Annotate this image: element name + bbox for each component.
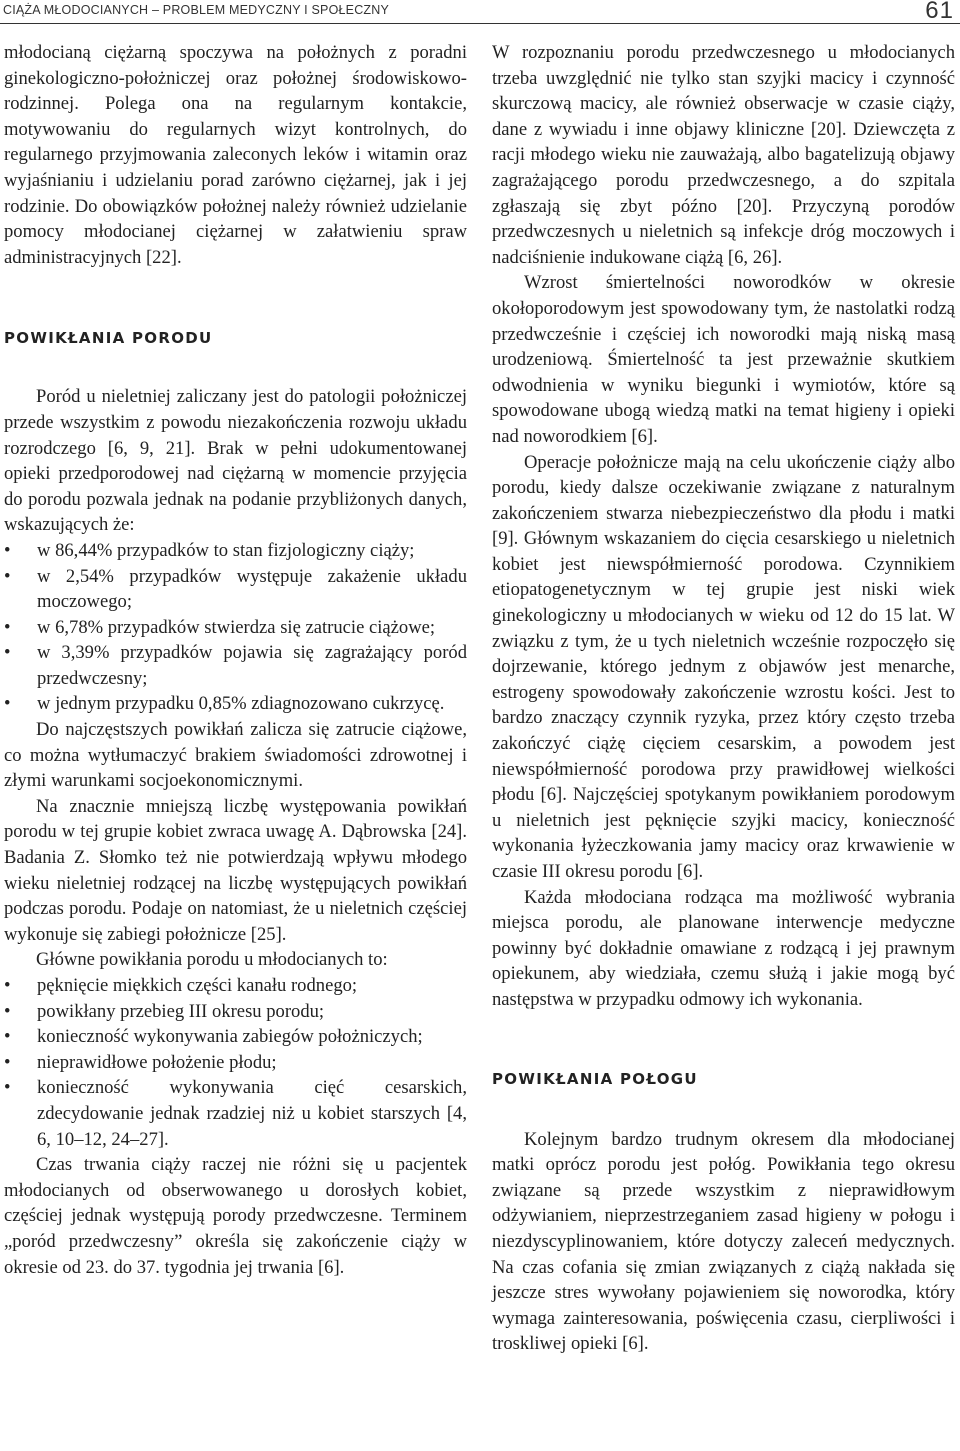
paragraph: Każda młodociana rodząca ma możliwość wybrania miejsca porodu, ale planowane interwencje medyczne powinny być dokładnie omawiane z rodzącą i jej prawnym opiekunem, aby wiedziała, czemu służą i jakie mogą być następstwa w przypadku odmowy ich wykonania. xyxy=(492,886,955,1010)
paragraph: W rozpoznaniu porodu przedwczesnego u młodocianych trzeba uwzględnić nie tylko stan szyjki macicy i czynność skurczową macicy, ale również obserwacje w czasie ciąży, dane z wywiadu i inne objawy kliniczne [20]. Dziewczęta z racji młodego wieku nie zauważają, albo bagatelizują objawy zagrażającego porodu przedwczesnego, a do szpitala zgłaszają się zbyt późno [20]. Przyczyną porodów przedwczesnych u nieletnich są infekcje dróg moczowych i nadciśnienie indukowane ciążą [6, 26]. xyxy=(492,42,955,268)
paragraph: Poród u nieletniej zaliczany jest do patologii położniczej przede wszystkim z powodu niezakończenia rozwoju układu rozrodczego [6, 9, 21]. Brak w pełni udokumentowanej opieki przedporodowej nad ciężarną w momencie przyjęcia do porodu pozwala jednak na podanie przybliżonych danych, wskazujących że: xyxy=(4,386,467,536)
list-item: • w 86,44% przypadków to stan fizjologiczny ciąży; xyxy=(4,538,467,564)
section-heading-powiklania-porodu: POWIKŁANIA PORODU xyxy=(4,329,213,348)
paragraph: Operacje położnicze mają na celu ukończenie ciąży albo porodu, kiedy dalsze oczekiwanie związane z naturalnym zakończeniem stwarza niebezpieczeństwo dla płodu i matki [9]. Głównym wskazaniem do cięcia cesarskiego u nieletnich kobiet jest niewspółmierność porodowa. Czynnikiem etiopatogenetycznym w tej grupie jest niski wiek ginekologiczny u młodocianych w wieku od 12 do 15 lat. W związku z tym, że u tych nieletnich wcześnie rozpoczęło się dojrzewanie, którego jednym z objawów jest menarche, estrogeny spowodowały zakończenie wzrostu kości. Jest to bardzo znaczący czynnik ryzyka, przez który często trzeba zakończyć ciążę cięciem cesarskim, a powodem jest niewspółmierność porodowa przy prawidłowej wielkości płodu [6]. Najczęściej spotykanym powikłaniem porodowym u nieletnich jest pęknięcie szyjki macicy, konieczność wykonania łyżeczkowania jamy macicy oraz krwawienie w czasie III okresu porodu [6]. xyxy=(492,451,955,882)
bullet-list xyxy=(4,538,467,717)
paragraph: Czas trwania ciąży raczej nie różni się u pacjentek młodocianych od obserwowanego u dorosłych kobiet, częściej jednak występują porody przedwczesne. Terminem „poród przedwczesny” określa się zakończenie ciąży w okresie od 23. do 37. tygodnia jej trwania [6]. xyxy=(4,1154,467,1278)
list-item: • konieczność wykonywania cięć cesarskich, zdecydowanie jednak rzadziej niż u kobiet starszych [4, 6, 10–12, 24–27]. xyxy=(4,1075,467,1152)
page-number: 61 xyxy=(925,0,954,24)
list-item: • w jednym przypadku 0,85% zdiagnozowano cukrzycę. xyxy=(4,691,467,717)
list-item: • powikłany przebieg III okresu porodu; xyxy=(4,999,467,1025)
section-heading-powiklania-pologu: POWIKŁANIA POŁOGU xyxy=(492,1069,698,1088)
paragraph: Kolejnym bardzo trudnym okresem dla młodocianej matki oprócz porodu jest połóg. Powikłania tego okresu związane są przede wszystkim z nieprawidłowym odżywianiem, nieprzestrzeganiem zasad higieny w połogu i niezdyscyplinowaniem, które dotyczy zaleceń medycznych. Na czas cofania się zmian związanych z ciążą nakłada się jeszcze stres wywołany pojawieniem się noworodka, który wymaga zainteresowania, poświęcenia czasu, cierpliwości i troskliwej opieki [6]. xyxy=(492,1128,955,1355)
paragraph: Główne powikłania porodu u młodocianych to: xyxy=(36,949,388,971)
paragraph: Do najczęstszych powikłań zalicza się zatrucie ciążowe, co można wytłumaczyć brakiem świadomości zdrowotnej i złymi warunkami socjoekonomicznymi. xyxy=(4,719,467,792)
list-item: • nieprawidłowe położenie płodu; xyxy=(4,1050,467,1076)
list-item: • konieczność wykonywania zabiegów położniczych; xyxy=(4,1024,467,1050)
list-item: • w 2,54% przypadków występuje zakażenie układu moczowego; xyxy=(4,564,467,615)
running-title: CIĄŻA MŁODOCIANYCH – PROBLEM MEDYCZNY I SPOŁECZNY xyxy=(3,3,390,17)
header-rule xyxy=(0,23,960,24)
list-item: • w 6,78% przypadków stwierdza się zatrucie ciążowe; xyxy=(4,615,467,641)
paragraph: Na znacznie mniejszą liczbę występowania powikłań porodu w tej grupie kobiet zwraca uwagę A. Dąbrowska [24]. Badania Z. Słomko też nie potwierdzają wpływu młodego wieku nieletniej rodzącej na liczbę występujących powikłań podczas porodu. Podaje on natomiast, że u nieletnich częściej wykonuje się zabiegi położnicze [25]. xyxy=(4,795,467,945)
list-item: • w 3,39% przypadków pojawia się zagrażający poród przedwczesny; xyxy=(4,640,467,691)
bullet-list xyxy=(4,973,467,1152)
paragraph: Wzrost śmiertelności noworodków w okresie okołoporodowym jest spowodowany tym, że nastolatki rodzą przedwcześnie i częściej ich noworodki mają niską masą urodzeniową. Śmiertelność ta jest przeważnie skutkiem odwodnienia w wyniku biegunki i wymiotów, które są spowodowane ubogą wiedzą matki na temat higieny i opieki nad noworodkiem [6]. xyxy=(492,272,955,447)
paragraph: młodocianą ciężarną spoczywa na położnych z poradni ginekologiczno-położniczej oraz położnej środowiskowo-rodzinnej. Polega ona na regularnym kontakcie, motywowaniu do regularnych wizyt kontrolnych, do regularnego przyjmowania zaleconych leków i witamin oraz wyjaśnianiu i udzielaniu porad zarówno ciężarnej, jak i jej rodzinie. Do obowiązków położnej należy również udzielanie pomocy młodocianej ciężarnej w załatwieniu spraw administracyjnych [22]. xyxy=(4,42,467,268)
running-header xyxy=(0,0,960,24)
left-column xyxy=(4,40,467,1280)
list-item: • pęknięcie miękkich części kanału rodnego; xyxy=(4,973,467,999)
right-column xyxy=(492,40,955,1357)
